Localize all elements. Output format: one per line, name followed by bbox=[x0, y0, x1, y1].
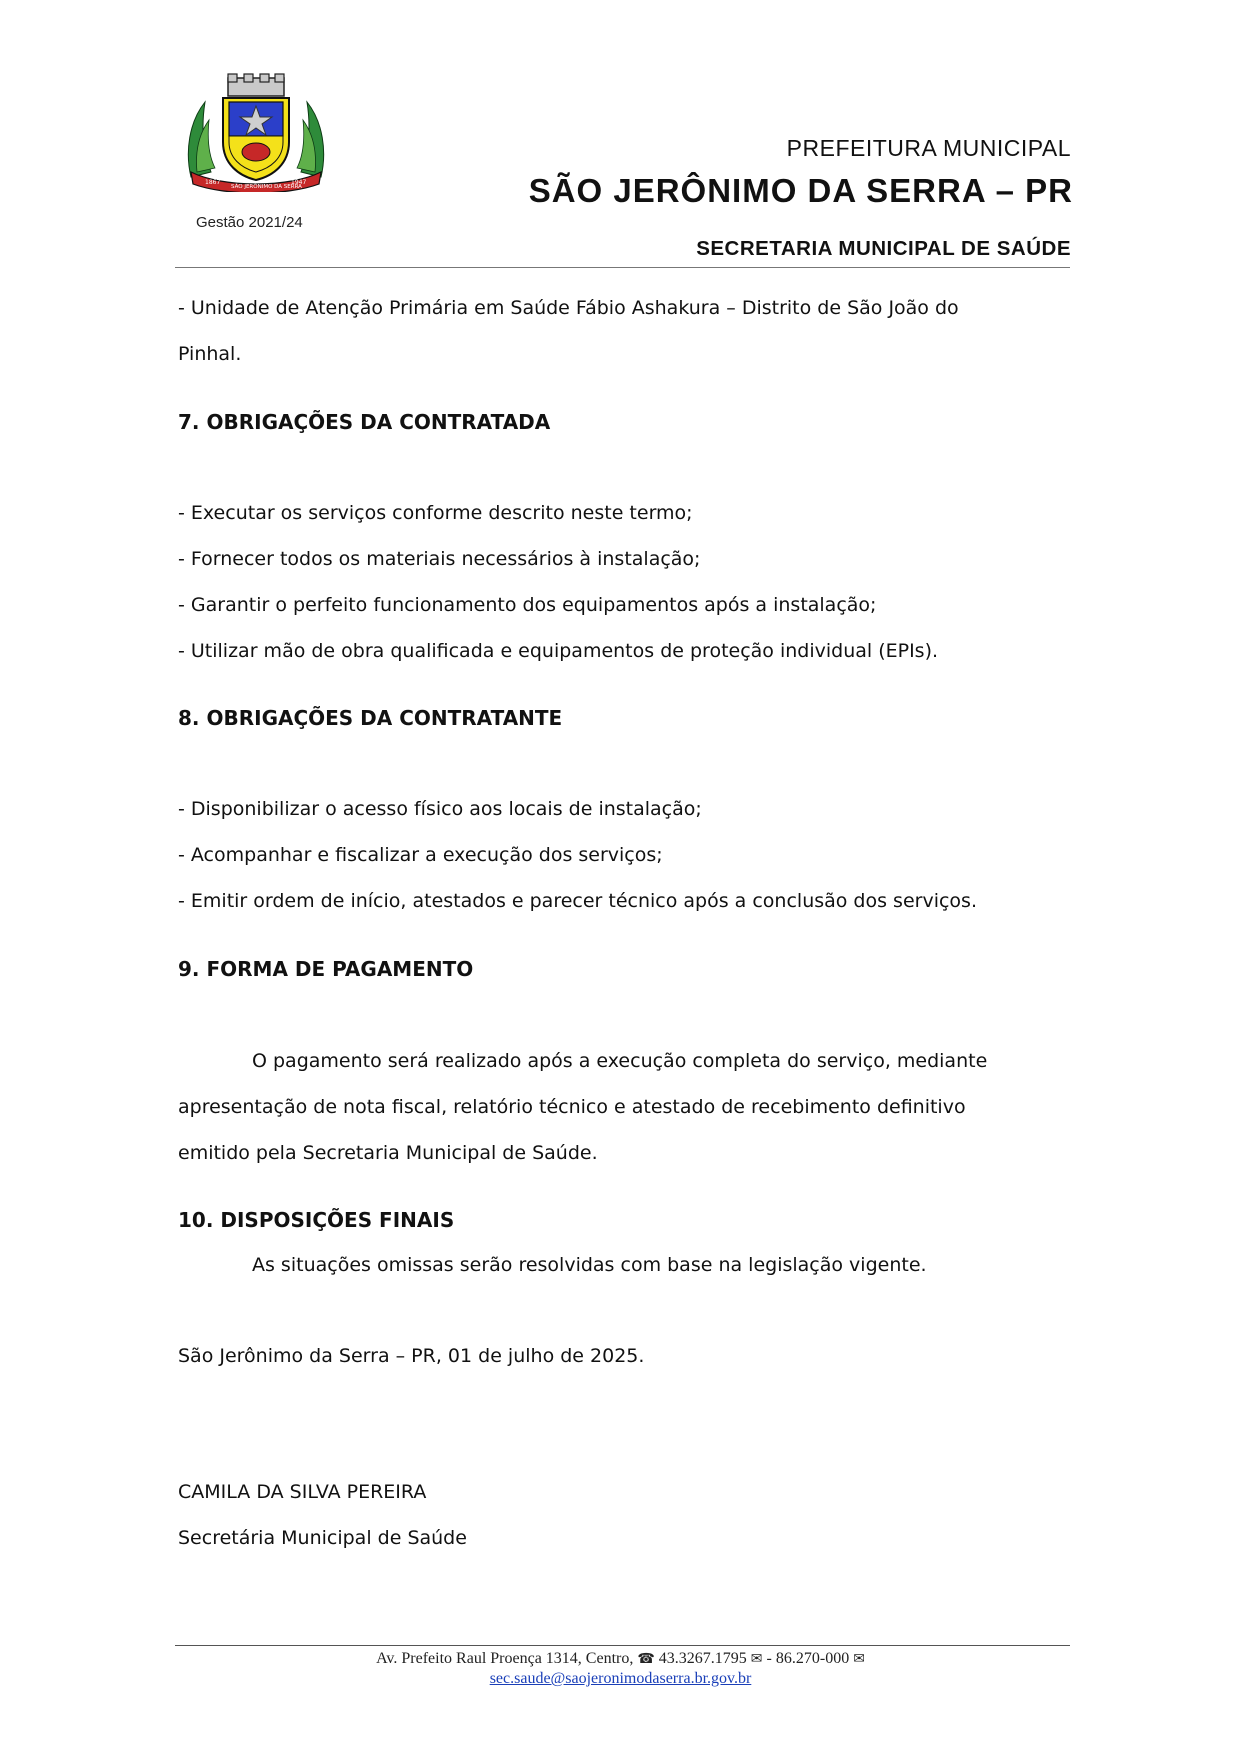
intro-line: Pinhal. bbox=[178, 343, 242, 365]
list-item: - Fornecer todos os materiais necessários à instalação; bbox=[178, 548, 701, 570]
signer-name: CAMILA DA SILVA PEREIRA bbox=[178, 1481, 427, 1503]
section-7-title: 7. OBRIGAÇÕES DA CONTRATADA bbox=[178, 410, 551, 434]
municipal-coat-of-arms-icon bbox=[183, 72, 329, 192]
list-item: - Emitir ordem de início, atestados e parecer técnico após a conclusão dos serviços. bbox=[178, 890, 977, 912]
footer-address: Av. Prefeito Raul Proença 1314, Centro, bbox=[376, 1650, 634, 1667]
envelope-icon: ✉ bbox=[750, 1651, 763, 1667]
list-item: - Acompanhar e fiscalizar a execução dos serviços; bbox=[178, 844, 663, 866]
date-line: São Jerônimo da Serra – PR, 01 de julho de 2025. bbox=[178, 1345, 645, 1367]
paragraph-line: emitido pela Secretaria Municipal de Saúde. bbox=[178, 1142, 598, 1164]
paragraph-line: As situações omissas serão resolvidas com base na legislação vigente. bbox=[252, 1254, 927, 1276]
footer-cep: - 86.270-000 bbox=[766, 1650, 850, 1667]
list-item: - Disponibilizar o acesso físico aos locais de instalação; bbox=[178, 798, 702, 820]
crest-left-year: 1867 bbox=[205, 179, 221, 186]
section-9-title: 9. FORMA DE PAGAMENTO bbox=[178, 957, 474, 981]
footer-phone: 43.3267.1795 bbox=[658, 1650, 747, 1667]
header-divider bbox=[175, 267, 1070, 268]
crest-right-year: 1947 bbox=[291, 179, 307, 186]
section-10-title: 10. DISPOSIÇÕES FINAIS bbox=[178, 1208, 455, 1232]
section-8-title: 8. OBRIGAÇÕES DA CONTRATANTE bbox=[178, 706, 563, 730]
list-item: - Executar os serviços conforme descrito neste termo; bbox=[178, 502, 693, 524]
paragraph-line: O pagamento será realizado após a execução completa do serviço, mediante bbox=[252, 1050, 988, 1072]
paragraph-line: apresentação de nota fiscal, relatório técnico e atestado de recebimento definitivo bbox=[178, 1096, 966, 1118]
mailbox-icon: ✉ bbox=[853, 1651, 865, 1667]
telephone-icon: ☎ bbox=[637, 1651, 655, 1667]
city-title: SÃO JERÔNIMO DA SERRA – PR bbox=[528, 172, 1073, 209]
intro-line: - Unidade de Atenção Primária em Saúde Fábio Ashakura – Distrito de São João do bbox=[178, 297, 959, 319]
footer-email-link[interactable]: sec.saude@saojeronimodaserra.br.gov.br bbox=[489, 1670, 752, 1687]
signer-title: Secretária Municipal de Saúde bbox=[178, 1527, 467, 1549]
crest-ribbon-text: SÃO JERÔNIMO DA SERRA bbox=[231, 184, 302, 190]
secretaria-label: SECRETARIA MUNICIPAL DE SAÚDE bbox=[696, 237, 1071, 260]
list-item: - Utilizar mão de obra qualificada e equipamentos de proteção individual (EPIs). bbox=[178, 640, 939, 662]
list-item: - Garantir o perfeito funcionamento dos equipamentos após a instalação; bbox=[178, 594, 877, 616]
footer-address-line bbox=[0, 1650, 1241, 1668]
term-label: Gestão 2021/24 bbox=[196, 214, 303, 231]
footer-divider bbox=[175, 1645, 1070, 1646]
prefeitura-label: PREFEITURA MUNICIPAL bbox=[786, 135, 1071, 161]
